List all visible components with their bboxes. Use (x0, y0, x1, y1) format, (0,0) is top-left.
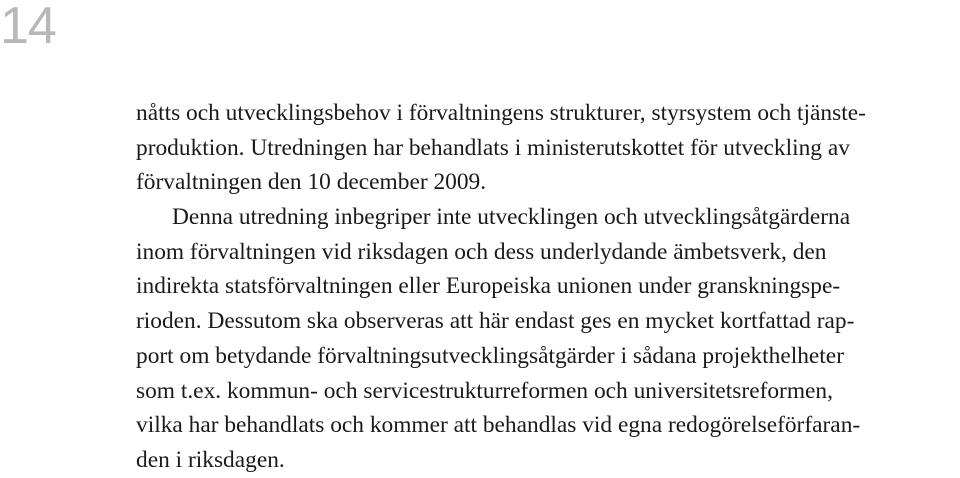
text-line: den i riksdagen. (136, 446, 285, 473)
page-number: 14 (0, 0, 56, 55)
text-line: indirekta statsförvaltningen eller Europeiska unionen under granskningspe- (136, 273, 841, 300)
text-line: produktion. Utredningen har behandlats i ministerutskottet för utveckling av (136, 134, 850, 161)
text-line: Denna utredning inbegriper inte utvecklingen och utvecklingsåtgärderna (172, 204, 851, 231)
text-line: nåtts och utvecklingsbehov i förvaltningens strukturer, styrsystem och tjänste- (136, 100, 866, 126)
text-line: inom förvaltningen vid riksdagen och dess underlydande ämbetsverk, den (136, 238, 827, 265)
text-line: port om betydande förvaltningsutvecklingsåtgärder i sådana projekthelheter (136, 342, 844, 369)
text-line: som t.ex. kommun- och servicestrukturreformen och universitetsreformen, (136, 377, 833, 404)
body-text (136, 96, 956, 478)
text-line: rioden. Dessutom ska observeras att här endast ges en mycket kortfattad rap- (136, 308, 855, 335)
text-line: förvaltningen den 10 december 2009. (136, 169, 487, 196)
text-line: vilka har behandlats och kommer att behandlas vid egna redogörelseförfaran- (136, 412, 861, 439)
